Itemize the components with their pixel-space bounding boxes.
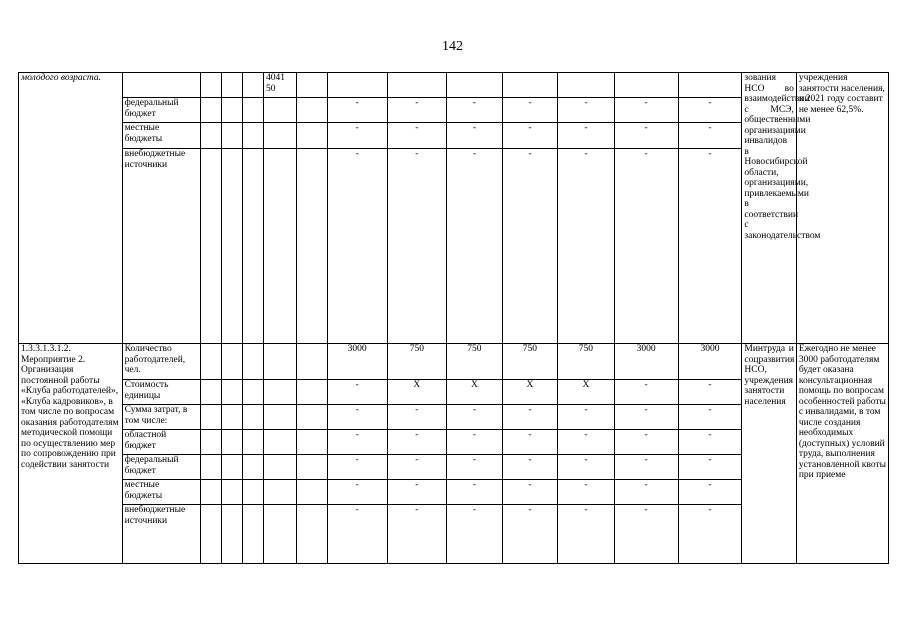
value-cell: - (502, 405, 557, 430)
value-cell: - (678, 455, 742, 480)
empty-cell (222, 430, 243, 455)
row-label: внебюджетные источники (122, 505, 201, 564)
empty-cell (297, 149, 327, 344)
value-cell: - (558, 455, 615, 480)
value-cell: - (447, 480, 502, 505)
empty-cell (222, 505, 243, 564)
row-label: местные бюджеты (122, 123, 201, 149)
value-cell: - (327, 149, 387, 344)
empty-cell (222, 149, 243, 344)
empty-cell (263, 344, 297, 380)
value-cell: 3000 (614, 344, 678, 380)
value-cell: - (447, 505, 502, 564)
value-cell: - (678, 430, 742, 455)
value-cell: X (558, 380, 615, 405)
value-cell: - (502, 123, 557, 149)
empty-cell (201, 480, 222, 505)
value-cell: 750 (502, 344, 557, 380)
value-cell: - (327, 505, 387, 564)
empty-cell (263, 149, 297, 344)
empty-cell (263, 123, 297, 149)
page-number: 142 (442, 39, 463, 54)
empty-cell (297, 480, 327, 505)
value-cell: - (678, 98, 742, 123)
value-cell: - (327, 123, 387, 149)
empty-cell (263, 430, 297, 455)
value-cell: - (502, 149, 557, 344)
value-cell: - (327, 480, 387, 505)
empty-cell (243, 380, 264, 405)
value-cell: - (678, 405, 742, 430)
row-label: внебюджетные источники (122, 149, 201, 344)
empty-cell (222, 344, 243, 380)
value-cell: 750 (558, 344, 615, 380)
top-row-0 (19, 73, 889, 98)
executor-cell: Минтруда и соцразвития НСО, учреждения занятости населения (742, 344, 796, 564)
empty-cell (297, 123, 327, 149)
empty-cell (243, 123, 264, 149)
executor-fragment-cell: зования НСО во взаимодействии с МСЭ, общественными организациями инвалидов в Новосибирской области, организациями, привлекаемыми в соответствии с законодательством (742, 73, 796, 344)
value-cell: 3000 (327, 344, 387, 380)
value-cell: - (327, 98, 387, 123)
value-cell: - (447, 405, 502, 430)
value-cell (502, 73, 557, 98)
value-cell (327, 73, 387, 98)
value-cell: - (387, 430, 447, 455)
value-cell: - (502, 430, 557, 455)
row-label: Сумма затрат, в том числе: (122, 405, 201, 430)
empty-cell (243, 505, 264, 564)
value-cell: - (558, 430, 615, 455)
value-cell: - (614, 455, 678, 480)
value-cell: 3000 (678, 344, 742, 380)
empty-cell (263, 455, 297, 480)
empty-cell (222, 480, 243, 505)
value-cell: - (614, 405, 678, 430)
empty-cell (201, 380, 222, 405)
row-label (122, 73, 201, 98)
row-label: местные бюджеты (122, 480, 201, 505)
value-cell: - (387, 98, 447, 123)
value-cell: - (678, 505, 742, 564)
value-cell: - (558, 98, 615, 123)
empty-cell (222, 405, 243, 430)
value-cell: - (502, 480, 557, 505)
empty-cell (243, 480, 264, 505)
program-table (18, 72, 889, 564)
value-cell: - (558, 480, 615, 505)
empty-cell (243, 405, 264, 430)
value-cell: - (614, 123, 678, 149)
empty-cell (263, 405, 297, 430)
value-cell (387, 73, 447, 98)
empty-cell (222, 380, 243, 405)
value-cell: - (447, 455, 502, 480)
value-cell: - (614, 430, 678, 455)
value-cell (678, 73, 742, 98)
empty-cell (297, 98, 327, 123)
value-cell: - (558, 405, 615, 430)
empty-cell (222, 73, 243, 98)
value-cell: - (387, 123, 447, 149)
value-cell: - (327, 430, 387, 455)
code-cell: 4041 50 (263, 73, 297, 98)
empty-cell (297, 505, 327, 564)
value-cell: - (558, 505, 615, 564)
result-cell: Ежегодно не менее 3000 работодателям будет оказана консультационная помощь по вопросам особенностей работы с инвалидами, в том числе создания необходимых (доступных) условий труда, выполнения установленной квоты при приеме (796, 344, 888, 564)
empty-cell (243, 344, 264, 380)
empty-cell (201, 123, 222, 149)
empty-cell (201, 405, 222, 430)
value-cell: X (447, 380, 502, 405)
value-cell: - (678, 149, 742, 344)
value-cell (614, 73, 678, 98)
value-cell: - (558, 123, 615, 149)
empty-cell (222, 123, 243, 149)
measure-cell: 1.3.3.1.3.1.2. Мероприятие 2. Организация постоянной работы «Клуба работодателей», «Клуба кадровиков», в том числе по вопросам оказания работодателям методической помощи по осуществлению мер по сопровождению при содействии занятости (19, 344, 123, 564)
empty-cell (297, 344, 327, 380)
value-cell: - (502, 98, 557, 123)
value-cell: - (387, 480, 447, 505)
empty-cell (201, 505, 222, 564)
empty-cell (201, 149, 222, 344)
bottom-row-0 (19, 344, 889, 380)
result-fragment-cell: учреждения занятости населения, в 2021 году составит не менее 62,5%. (796, 73, 888, 344)
value-cell: - (327, 380, 387, 405)
value-cell (447, 73, 502, 98)
value-cell: - (447, 123, 502, 149)
empty-cell (201, 73, 222, 98)
empty-cell (243, 98, 264, 123)
empty-cell (222, 455, 243, 480)
empty-cell (201, 98, 222, 123)
empty-cell (297, 73, 327, 98)
row-label: Количество работодателей, чел. (122, 344, 201, 380)
value-cell: - (327, 405, 387, 430)
empty-cell (243, 430, 264, 455)
value-cell: - (614, 98, 678, 123)
measure-fragment-cell: молодого возраста. (19, 73, 123, 344)
empty-cell (297, 380, 327, 405)
row-label: федеральный бюджет (122, 98, 201, 123)
empty-cell (201, 344, 222, 380)
empty-cell (243, 149, 264, 344)
empty-cell (201, 455, 222, 480)
value-cell: - (447, 430, 502, 455)
value-cell: 750 (447, 344, 502, 380)
value-cell: - (678, 123, 742, 149)
empty-cell (243, 455, 264, 480)
empty-cell (243, 73, 264, 98)
value-cell: - (387, 505, 447, 564)
value-cell: - (614, 380, 678, 405)
empty-cell (222, 98, 243, 123)
value-cell: - (502, 505, 557, 564)
value-cell (558, 73, 615, 98)
empty-cell (201, 430, 222, 455)
empty-cell (263, 480, 297, 505)
value-cell: X (387, 380, 447, 405)
value-cell: - (387, 455, 447, 480)
empty-cell (263, 98, 297, 123)
row-label: Стоимость единицы (122, 380, 201, 405)
row-label: федеральный бюджет (122, 455, 201, 480)
empty-cell (297, 455, 327, 480)
value-cell: - (387, 149, 447, 344)
value-cell: - (678, 480, 742, 505)
empty-cell (297, 430, 327, 455)
value-cell: 750 (387, 344, 447, 380)
value-cell: - (502, 455, 557, 480)
empty-cell (297, 405, 327, 430)
value-cell: - (614, 505, 678, 564)
value-cell: - (327, 455, 387, 480)
row-label: областной бюджет (122, 430, 201, 455)
value-cell: - (678, 380, 742, 405)
value-cell: X (502, 380, 557, 405)
value-cell: - (447, 149, 502, 344)
value-cell: - (558, 149, 615, 344)
value-cell: - (387, 405, 447, 430)
empty-cell (263, 505, 297, 564)
value-cell: - (614, 149, 678, 344)
empty-cell (263, 380, 297, 405)
value-cell: - (447, 98, 502, 123)
value-cell: - (614, 480, 678, 505)
